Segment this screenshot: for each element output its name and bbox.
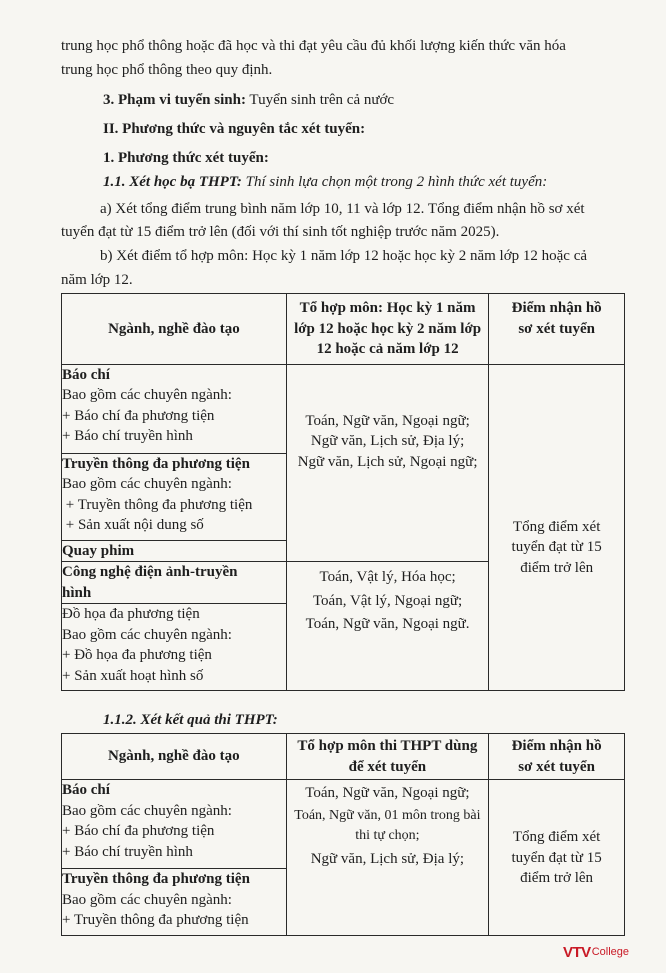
subject-combo: Ngữ văn, Lịch sử, Ngoại ngữ;	[297, 453, 478, 470]
score-text: điểm trở lên	[520, 870, 594, 886]
logo-brand: VTV	[563, 943, 591, 961]
specialization: + Sản xuất nội dung số	[62, 517, 204, 533]
header-cell	[62, 294, 287, 365]
header-label: lớp 12 hoặc học kỳ 2 năm lớp	[294, 320, 482, 337]
header-label: Ngành, nghề đào tạo	[108, 320, 240, 337]
program-name: Công nghệ điện ảnh-truyền	[62, 564, 238, 580]
program-cell	[62, 364, 287, 453]
score-cell	[489, 780, 625, 936]
header-label: Điểm nhận hồ	[511, 300, 602, 316]
method-1-1-text: Thí sinh lựa chọn một trong 2 hình thức xét tuyển:	[241, 174, 548, 190]
specialization: + Báo chí đa phương tiện	[62, 823, 215, 839]
specialization: + Báo chí đa phương tiện	[62, 407, 215, 424]
program-sub: Bao gồm các chuyên ngành:	[62, 476, 232, 492]
header-label: sơ xét tuyển	[518, 320, 595, 337]
scope-value: Tuyển sinh trên cả nước	[245, 92, 395, 108]
header-label: 12 hoặc cả năm lớp 12	[316, 341, 459, 357]
program-cell	[62, 453, 287, 540]
header-cell	[286, 294, 488, 365]
method-1-1-2-heading: 1.1.2. Xét kết quả thi THPT:	[103, 712, 278, 728]
subject-combo: thi tự chọn;	[355, 828, 420, 843]
method-1-1-line	[103, 172, 547, 192]
subject-combo-cell	[286, 364, 488, 562]
subject-combo: Toán, Ngữ văn, 01 môn trong bài	[294, 807, 481, 823]
program-cell	[62, 780, 287, 869]
specialization: + Đồ họa đa phương tiện	[62, 647, 212, 663]
program-name: Quay phim	[62, 542, 135, 559]
score-text: Tổng điểm xét	[512, 518, 601, 535]
header-cell	[489, 294, 625, 365]
score-cell	[489, 364, 625, 691]
paragraph-line: tuyển đạt từ 15 điểm trở lên (đối với thí sinh tốt nghiệp trước năm 2025).	[61, 224, 500, 240]
subject-combo: Ngữ văn, Lịch sử, Địa lý;	[310, 433, 465, 449]
program-cell	[62, 562, 287, 604]
subject-combo: Toán, Vật lý, Hóa học;	[319, 569, 456, 585]
header-label: để xét tuyển	[348, 758, 427, 775]
logo-suffix: College	[591, 946, 629, 958]
program-name: Truyền thông đa phương tiện	[62, 455, 250, 472]
admission-table-exam	[61, 733, 625, 936]
table-header-row	[62, 734, 625, 780]
subject-combo: Toán, Vật lý, Ngoại ngữ;	[312, 592, 463, 609]
score-text: tuyển đạt từ 15	[511, 849, 602, 866]
scope-line	[103, 90, 394, 110]
header-label: Tổ hợp môn: Học kỳ 1 năm	[299, 300, 476, 316]
table-header-row	[62, 294, 625, 365]
program-cell	[62, 604, 287, 691]
specialization: + Truyền thông đa phương tiện	[62, 496, 253, 513]
method-heading: 1. Phương thức xét tuyển:	[103, 150, 269, 166]
header-cell	[286, 734, 489, 780]
subject-combo: Toán, Ngữ văn, Ngoại ngữ;	[305, 785, 470, 801]
subject-combo: Toán, Ngữ văn, Ngoại ngữ;	[305, 412, 470, 429]
program-name: hình	[62, 584, 92, 601]
program-sub: Bao gồm các chuyên ngành:	[62, 802, 232, 819]
program-sub: Bao gồm các chuyên ngành:	[62, 387, 232, 403]
vtv-college-logo	[563, 940, 629, 964]
table-row	[62, 364, 625, 453]
subject-combo-cell	[286, 562, 488, 691]
header-label: Điểm nhận hồ	[511, 738, 602, 754]
header-cell	[489, 734, 625, 780]
paragraph-line: trung học phổ thông theo quy định.	[61, 62, 273, 78]
score-text: điểm trở lên	[520, 559, 594, 576]
score-text: tuyển đạt từ 15	[511, 539, 602, 555]
program-cell	[62, 869, 287, 936]
paragraph-line: b) Xét điểm tổ hợp môn: Học kỳ 1 năm lớp 12 hoặc học kỳ 2 năm lớp 12 hoặc cả	[100, 248, 588, 264]
paragraph-line: a) Xét tổng điểm trung bình năm lớp 10, 11 và lớp 12. Tổng điểm nhận hồ sơ xét	[100, 201, 585, 217]
scope-label: 3. Phạm vi tuyển sinh:	[103, 92, 246, 108]
program-sub: Bao gồm các chuyên ngành:	[62, 626, 232, 643]
header-label: sơ xét tuyển	[518, 758, 595, 775]
header-cell	[62, 734, 287, 780]
subject-combo: Ngữ văn, Lịch sử, Địa lý;	[310, 850, 465, 867]
program-name: Báo chí	[62, 782, 110, 798]
specialization: + Báo chí truyền hình	[62, 843, 193, 860]
program-name: Đồ họa đa phương tiện	[62, 606, 200, 622]
subject-combo-cell	[286, 780, 489, 936]
header-label: Ngành, nghề đào tạo	[107, 748, 240, 765]
paragraph-line: trung học phổ thông hoặc đã học và thi đạt yêu cầu đủ khối lượng kiến thức văn hóa	[61, 38, 566, 54]
table-row	[62, 780, 625, 869]
specialization: + Báo chí truyền hình	[62, 428, 193, 444]
program-cell	[62, 540, 287, 562]
admission-table-transcript	[61, 293, 625, 691]
program-name: Báo chí	[62, 366, 110, 383]
header-label: Tổ hợp môn thi THPT dùng	[297, 738, 478, 754]
specialization: + Sản xuất hoạt hình số	[62, 667, 204, 684]
program-sub: Bao gồm các chuyên ngành:	[62, 891, 232, 908]
section-heading: II. Phương thức và nguyên tắc xét tuyển:	[103, 121, 366, 137]
subject-combo: Toán, Ngữ văn, Ngoại ngữ.	[305, 616, 470, 632]
specialization: + Truyền thông đa phương tiện	[62, 912, 249, 928]
score-text: Tổng điểm xét	[512, 829, 601, 845]
paragraph-line: năm lớp 12.	[61, 272, 133, 288]
method-1-1-label: 1.1. Xét học bạ THPT:	[103, 174, 242, 190]
program-name: Truyền thông đa phương tiện	[62, 871, 250, 887]
